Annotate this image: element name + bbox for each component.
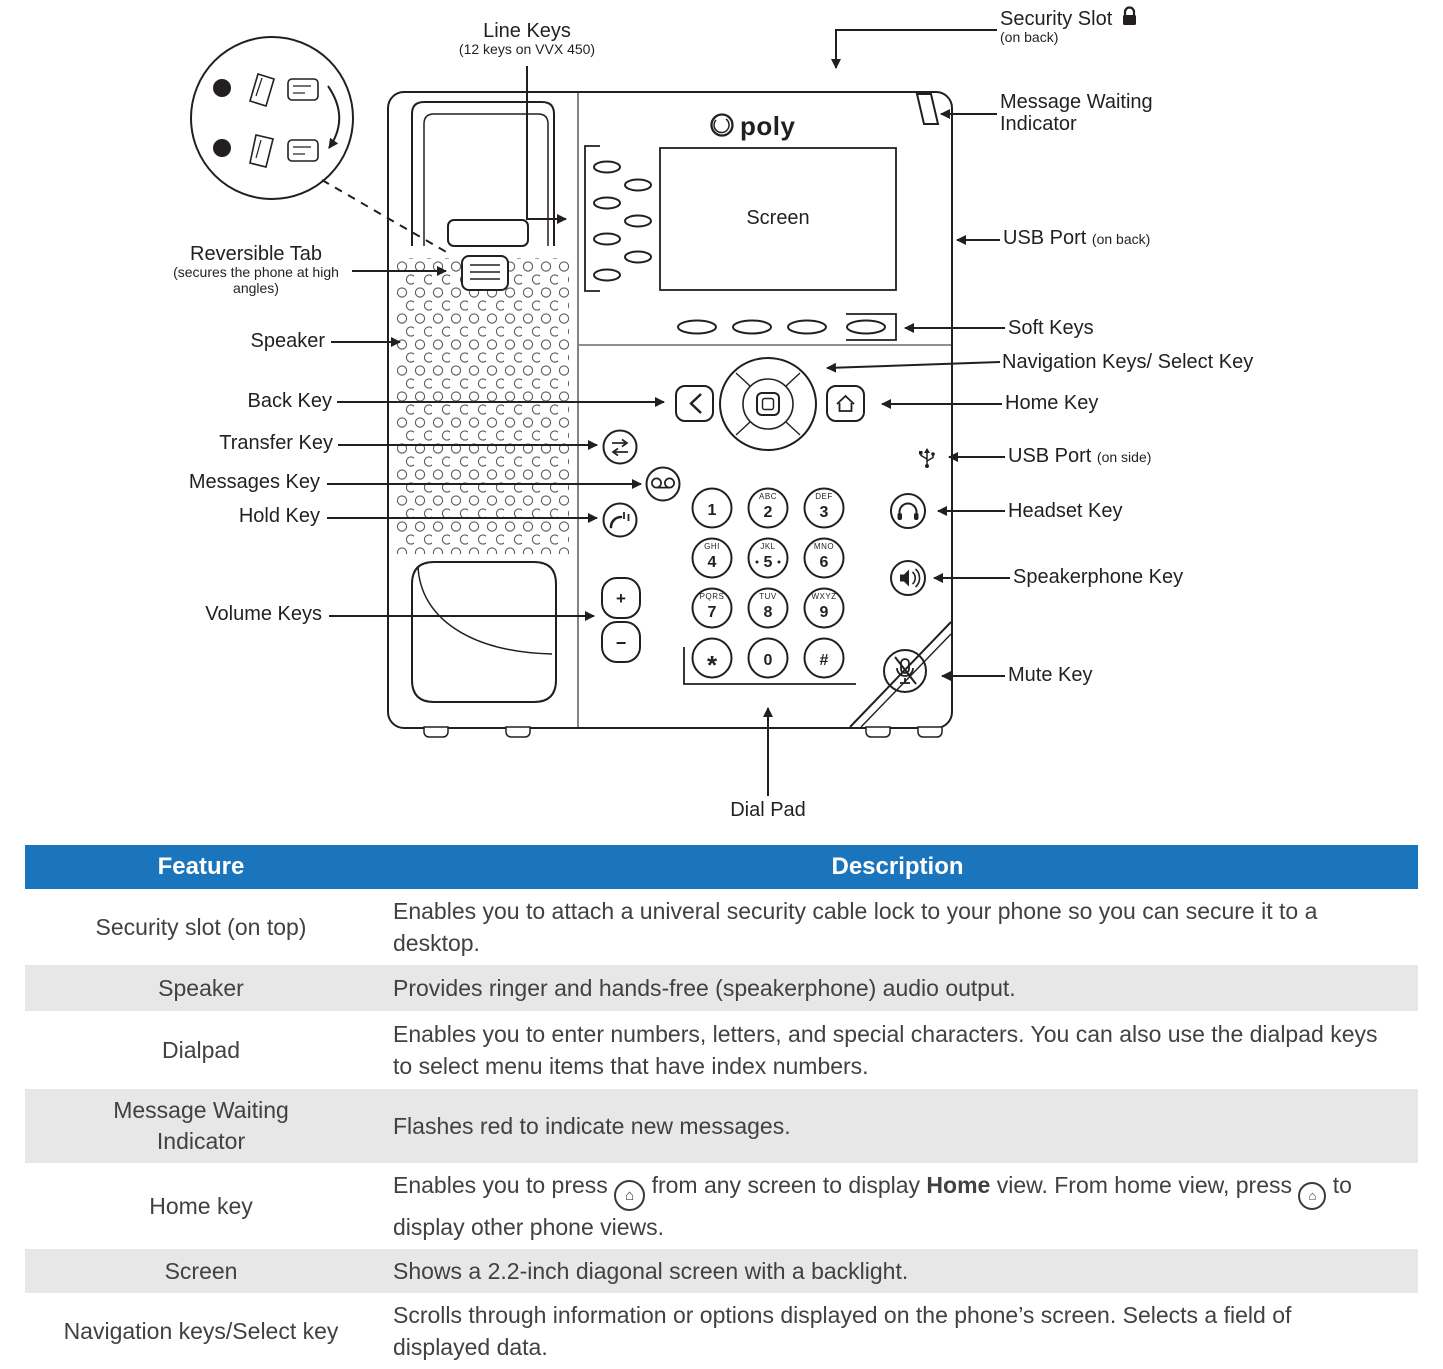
label-dial-pad: Dial Pad <box>730 799 806 821</box>
table-row-dialpad <box>25 1011 1418 1089</box>
label-reversible-tab: Reversible Tab (secures the phone at high angles) <box>173 243 339 297</box>
description-cell: Shows a 2.2-inch diagonal screen with a backlight. <box>393 1258 909 1284</box>
arrow-security-slot <box>836 30 997 68</box>
phone-foot <box>424 727 448 737</box>
label-soft-keys: Soft Keys <box>1008 317 1094 339</box>
phone-foot <box>866 727 890 737</box>
label-mute-key: Mute Key <box>1008 664 1093 686</box>
feature-cell: Navigation keys/Select key <box>63 1317 339 1344</box>
dialpad-letters-4: GHI <box>704 542 720 551</box>
description-cell: Enables you to attach a univeral security cable lock to your phone so you can secure it to a desktop. <box>393 898 1318 956</box>
home-icon: ⌂ <box>614 1180 645 1211</box>
label-headset-key: Headset Key <box>1008 500 1123 522</box>
lock-icon <box>1121 6 1138 27</box>
dialpad-num-8: 8 <box>763 604 773 621</box>
dialpad-letters-3: DEF <box>815 492 833 501</box>
dialpad-letters-7: PQRS <box>699 592 725 601</box>
feature-cell: Dialpad <box>162 1036 240 1063</box>
dialpad-num-9: 9 <box>819 604 829 621</box>
description-cell: Scrolls through information or options displayed on the phone’s screen. Selects a field of displayed data. <box>393 1302 1292 1360</box>
label-back-key: Back Key <box>247 390 332 412</box>
label-message-waiting-indicator: Message Waiting Indicator <box>1000 91 1153 136</box>
label-line-keys: Line Keys (12 keys on VVX 450) <box>458 20 596 58</box>
dialpad-letters-9: WXYZ <box>811 592 837 601</box>
dialpad-num-pound: # <box>819 652 829 669</box>
table-row-navigation-keys <box>25 1293 1418 1369</box>
table-row-home-key <box>25 1163 1418 1249</box>
speaker-grille <box>397 258 569 554</box>
table-header <box>25 845 1418 889</box>
dialpad-num-0: 0 <box>763 652 773 669</box>
dialpad-num-3: 3 <box>819 504 829 521</box>
step-1-badge <box>213 79 231 97</box>
tab-icon <box>288 79 318 100</box>
label-home-key: Home Key <box>1005 392 1099 414</box>
label-speakerphone-key: Speakerphone Key <box>1013 566 1184 588</box>
dialpad-num-1: 1 <box>707 502 717 519</box>
table-row-screen <box>25 1249 1418 1293</box>
poly-brand-text: poly <box>740 111 796 141</box>
table-row-speaker <box>25 965 1418 1011</box>
label-volume-keys: Volume Keys <box>205 603 322 625</box>
screen-label: Screen <box>746 207 810 229</box>
volume-minus-label: − <box>615 633 627 653</box>
label-usb-port-back: USB Port (on back) <box>1003 227 1151 249</box>
description-cell: Enables you to enter numbers, letters, and special characters. You can also use the dialpad keys to select menu items that have index numbers. <box>393 1021 1378 1079</box>
flip-arrow-icon <box>328 86 339 148</box>
volume-plus-label: + <box>616 589 626 608</box>
dialpad-num-star: * <box>706 650 718 680</box>
phone-foot <box>506 727 530 737</box>
dialpad-letters-6: MNO <box>813 542 835 551</box>
label-hold-key: Hold Key <box>238 505 320 527</box>
label-speaker: Speaker <box>250 330 325 352</box>
label-security-slot: Security Slot (on back) <box>1000 6 1138 46</box>
feature-cell: Message Waiting Indicator <box>113 1097 289 1154</box>
feature-table <box>25 845 1418 1369</box>
label-transfer-key: Transfer Key <box>219 432 333 454</box>
table-row-security-slot <box>25 889 1418 965</box>
dialpad-num-4: 4 <box>707 554 717 571</box>
feature-cell: Screen <box>164 1257 238 1284</box>
table-row-message-waiting <box>25 1089 1418 1163</box>
handset-hook <box>412 562 556 702</box>
step-2-badge <box>213 139 231 157</box>
feature-cell: Security slot (on top) <box>95 913 307 940</box>
dialpad-num-5: 5 <box>763 554 773 571</box>
description-cell: Provides ringer and hands-free (speakerphone) audio output. <box>393 975 1016 1001</box>
dialpad-letters-2: ABC <box>759 492 777 501</box>
dialpad-num-6: 6 <box>819 554 829 571</box>
dialpad-num-2: 2 <box>763 504 773 521</box>
label-usb-port-side: USB Port (on side) <box>1008 445 1152 467</box>
tab-icon <box>288 140 318 161</box>
home-icon: ⌂ <box>1298 1182 1326 1210</box>
feature-cell: Home key <box>149 1192 253 1219</box>
dialpad-letters-8: TUV <box>759 592 777 601</box>
dialpad-num-7: 7 <box>707 604 717 621</box>
description-cell: Flashes red to indicate new messages. <box>393 1113 791 1139</box>
phone-profile-icon <box>250 135 273 167</box>
header-feature: Feature <box>157 853 245 880</box>
label-navigation-keys: Navigation Keys/ Select Key <box>1002 351 1254 373</box>
dialpad-letters-5: JKL <box>760 542 776 551</box>
label-messages-key: Messages Key <box>188 471 320 493</box>
phone-foot <box>918 727 942 737</box>
description-cell: Enables you to press ⌂ from any screen to display Home view. From home view, press ⌂ to display other phone views. <box>393 1172 1352 1240</box>
feature-cell: Speaker <box>158 974 244 1001</box>
reversible-tab <box>462 256 508 290</box>
header-description: Description <box>831 853 964 880</box>
